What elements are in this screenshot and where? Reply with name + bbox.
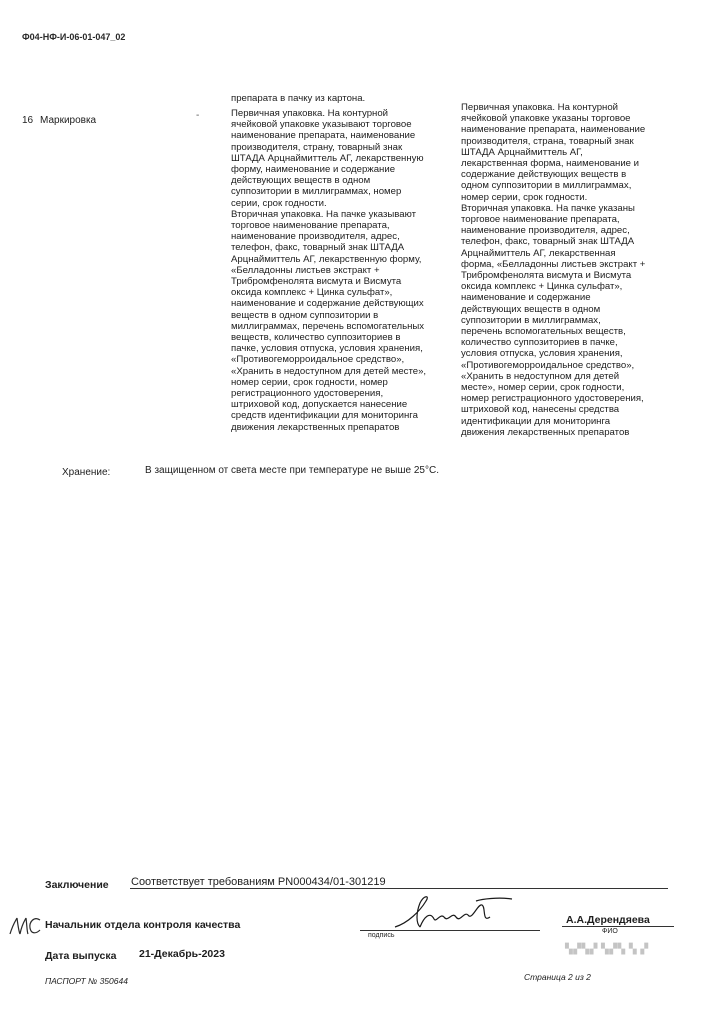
signer-name-underline [562,926,674,927]
page-number: Страница 2 из 2 [524,972,591,982]
spec-column-continuation: препарата в пачку из картона. [231,93,366,104]
storage-value: В защищенном от света месте при температуре не выше 25°С. [145,465,439,476]
row-number: 16 [22,115,34,126]
signature-handwritten [390,893,515,935]
conclusion-underline [130,888,668,889]
head-of-qc-label: Начальник отдела контроля качества [45,919,241,931]
initials-handwritten [8,914,42,938]
fio-caption: ФИО [602,928,618,935]
row-name: Маркировка [40,115,97,126]
storage-label: Хранение: [62,467,111,478]
row-dash: - [196,110,200,121]
conclusion-label: Заключение [45,879,109,891]
faded-stamp: ▚▞▚▞ ▚▞▚ ▚ ▞ [565,944,649,955]
conclusion-value: Соответствует требованиям PN000434/01-301219 [131,876,386,888]
document-code: Ф04-НФ-И-06-01-047_02 [22,32,126,42]
signature-caption: подпись [368,932,395,939]
signature-underline [360,930,540,931]
signer-name: А.А.Дерендяева [566,914,650,926]
result-column-text: Первичная упаковка. На контурной ячейковой упаковке указаны торговое наименование препарата, наименование производителя, страна, товарный знак ШТАДА Арцнаймиттель АГ, лекарственная форма, наименование и содержание действующих веществ в одном суппозитории в миллиграммах, номер серии, срок годности. Вторичная упаковка. На пачке указаны торговое наименование препарата, наименование производителя, адрес, телефон, факс, товарный знак ШТАДА Арцнаймиттель АГ, лекарственная форма, «Белладонны листьев экстракт + Трибромфенолята висмута и Висмута оксида комплекс + Цинка сульфат», наименование и содержание действующих веществ в одном суппозитории в миллиграммах, перечень вспомогательных веществ, количество суппозиториев в пачке, условия отпуска, условия хранения, «Противогеморроидальное средство», «Хранить в недоступном для детей месте», номер серии, срок годности, номер регистрационного удостоверения, штриховой код, нанесены средства идентификации для мониторинга движения лекарственных препаратов [461,102,646,438]
passport-number: ПАСПОРТ № 350644 [45,976,128,986]
issue-date-value: 21-Декабрь-2023 [139,948,225,960]
issue-date-label: Дата выпуска [45,950,117,962]
spec-column-text: Первичная упаковка. На контурной ячейковой упаковке указывают торговое наименование препарата, наименование производителя, страну, товарный знак ШТАДА Арцнаймиттель АГ, лекарственную форму, наименование и содержание действующих веществ в одном суппозитории в миллиграммах, номер серии, срок годности. Вторичная упаковка. На пачке указывают торговое наименование препарата, наименование производителя, адрес, телефон, факс, товарный знак ШТАДА Арцнаймиттель АГ, лекарственную форму, «Белладонны листьев экстракт + Трибромфенолята висмута и Висмута оксида комплекс + Цинка сульфат», наименование и содержание действующих веществ в одном суппозитории в миллиграммах, перечень вспомогательных веществ, количество суппозиториев в пачке, условия отпуска, условия хранения, «Противогеморроидальное средство», «Хранить в недоступном для детей месте», номер серии, срок годности, номер регистрационного удостоверения, штриховой код, допускается нанесение средств идентификации для мониторинга движения лекарственных препаратов [231,108,427,433]
